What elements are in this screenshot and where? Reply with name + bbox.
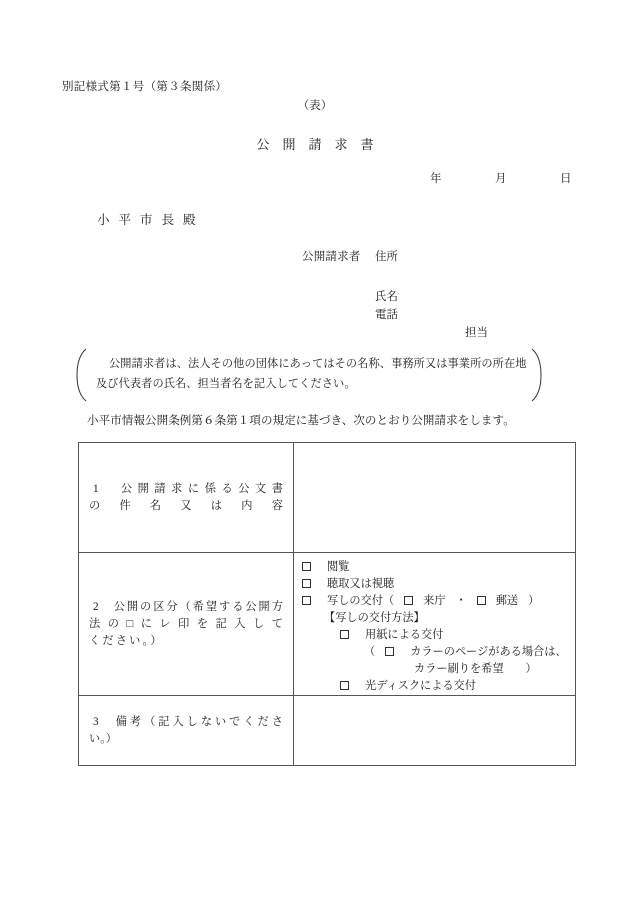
requester-staff-label: 担当	[465, 327, 488, 339]
row-label-subject	[79, 443, 294, 553]
option-sub-label: 来庁	[423, 595, 446, 607]
table-row	[79, 696, 576, 766]
page-title: 公開請求書	[256, 137, 387, 152]
option-optical-disc[interactable]	[302, 678, 575, 695]
side-marker: （表）	[297, 100, 333, 112]
option-inspection[interactable]	[302, 559, 575, 576]
date-line: 年 月 日	[430, 173, 593, 185]
checkbox-icon[interactable]	[385, 647, 394, 656]
option-label: 写しの交付（	[327, 595, 395, 607]
option-copy-delivery[interactable]	[302, 593, 575, 610]
requester-address-label: 住所	[375, 251, 398, 263]
table-row	[79, 443, 576, 553]
row-label-line: ください。）	[89, 634, 164, 647]
checkbox-icon[interactable]	[340, 630, 349, 639]
row-value-disclosure-type	[294, 553, 576, 696]
checkbox-icon[interactable]	[404, 596, 413, 605]
option-label: 閲覧	[327, 561, 350, 573]
option-label: 聴取又は視聴	[327, 578, 395, 590]
close-paren: ）	[525, 663, 537, 675]
instruction-note	[74, 352, 544, 398]
option-close-paren: ）	[528, 595, 540, 607]
form-number: 別記様式第１号（第３条関係）	[62, 81, 228, 93]
row-label-line: 1 公開請求に係る公文書	[93, 482, 283, 495]
row-label-line: 2 公開の区分（希望する公開方	[93, 600, 283, 613]
option-label-continuation: カラー刷りを希望	[414, 663, 504, 675]
option-separator: ・	[455, 595, 467, 607]
row-value-subject[interactable]	[294, 443, 576, 553]
checkbox-icon[interactable]	[302, 596, 311, 605]
option-color-print-continuation	[302, 661, 575, 678]
copy-method-heading	[302, 610, 575, 627]
option-label: カラーのページがある場合は、	[410, 646, 567, 658]
copy-method-heading-label: 【写しの交付方法】	[324, 612, 425, 624]
statute-sentence: 小平市情報公開条例第６条第１項の規定に基づき、次のとおり公開請求をします。	[87, 415, 515, 427]
table-row	[79, 553, 576, 696]
row-label-remarks	[79, 696, 294, 766]
option-paper-copy[interactable]	[302, 627, 575, 644]
row-value-remarks[interactable]	[294, 696, 576, 766]
requester-group-label: 公開請求者	[302, 251, 361, 263]
option-label: 用紙による交付	[365, 629, 444, 641]
row-label-line: の件名又は内容	[89, 499, 283, 512]
checkbox-icon[interactable]	[302, 579, 311, 588]
row-label-disclosure-type	[79, 553, 294, 696]
disclosure-options	[294, 553, 575, 695]
open-paren: （	[364, 646, 376, 658]
instruction-note-text: 公開請求者は、法人その他の団体にあってはその名称、事務所又は事業所の所在地及び代表者の氏名、担当者名を記入してください。	[96, 358, 527, 390]
row-label-line: 3 備考（記入しないでくださ	[93, 715, 283, 728]
bracket-close-icon	[530, 348, 544, 402]
requester-name-label: 氏名	[375, 291, 398, 303]
row-label-line: 法の□にレ印を記入して	[89, 617, 283, 630]
option-sub-label: 郵送	[495, 595, 519, 607]
row-label-line: い。）	[89, 732, 117, 745]
checkbox-icon[interactable]	[477, 596, 486, 605]
requester-phone-label: 電話	[375, 309, 398, 321]
checkbox-icon[interactable]	[302, 562, 311, 571]
addressee: 小平市長殿	[97, 213, 205, 227]
request-table	[78, 442, 567, 766]
option-color-print[interactable]	[302, 644, 575, 661]
bracket-open-icon	[74, 348, 88, 402]
checkbox-icon[interactable]	[340, 681, 349, 690]
option-listening-viewing[interactable]	[302, 576, 575, 593]
option-label: 光ディスクによる交付	[365, 680, 476, 692]
